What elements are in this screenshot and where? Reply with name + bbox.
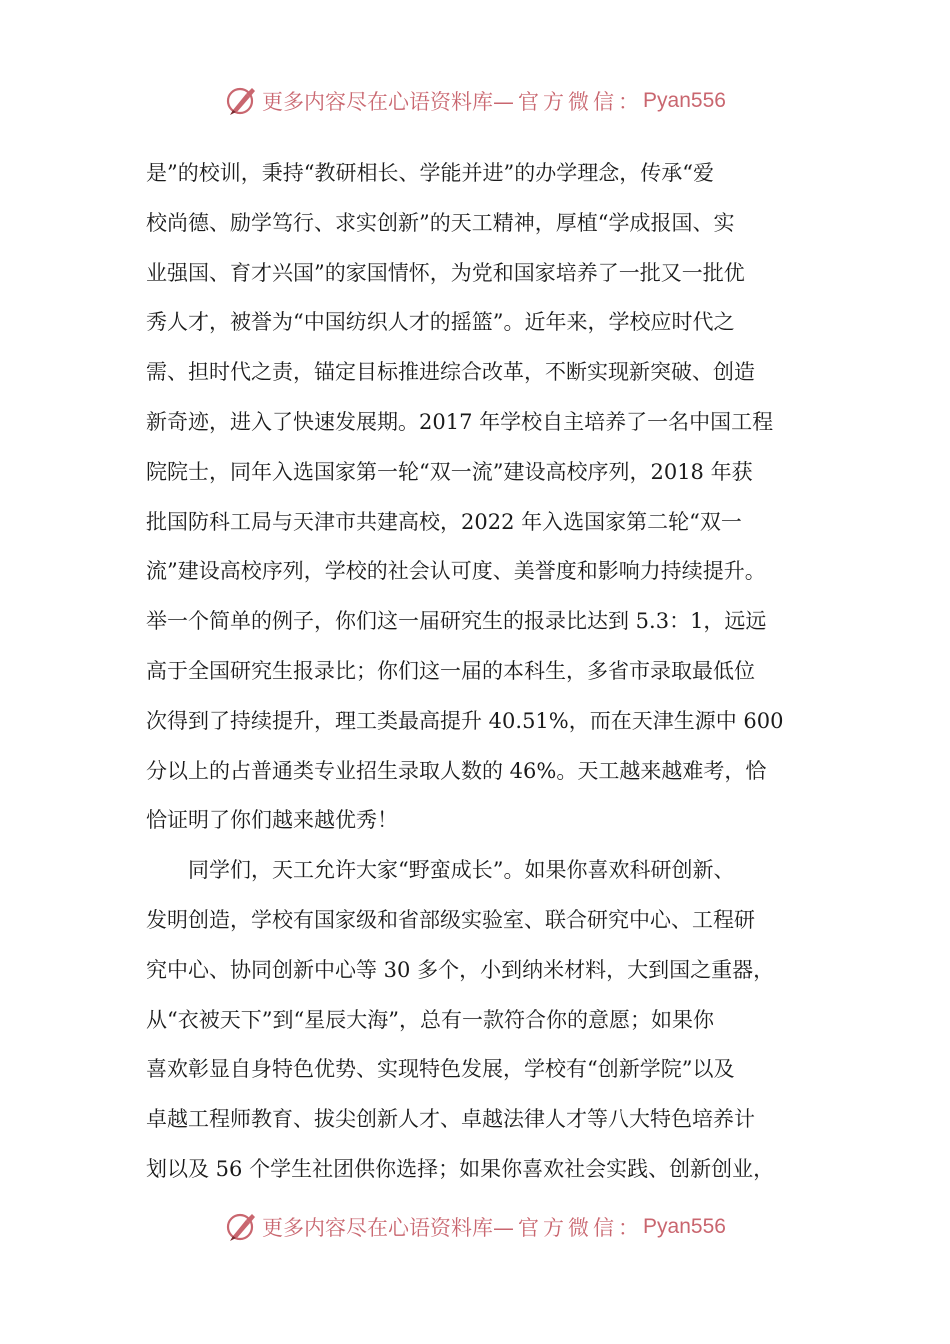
- watermark-separator: —官方微信：: [493, 90, 644, 114]
- text-line: 卓越工程师教育、拔尖创新人才、卓越法律人才等八大特色培养计: [146, 1107, 755, 1132]
- text-line: 是”的校训，秉持“教研相长、学能并进”的办学理念，传承“爱: [146, 161, 714, 185]
- text-line: 高于全国研究生报录比；你们这一届的本科生，多省市录取最低位: [146, 658, 755, 683]
- text-line: 秀人才，被誉为“中国纺织人才的摇篮”。近年来，学校应时代之: [146, 310, 735, 335]
- text-line: 从“衣被天下”到“星辰大海”，总有一款符合你的意愿；如果你: [146, 1007, 714, 1032]
- text-line: 喜欢彰显自身特色优势、实现特色发展，学校有“创新学院”以及: [146, 1057, 735, 1082]
- text-line: 新奇迹，进入了快速发展期。2017 年学校自主培养了一名中国工程: [146, 409, 774, 434]
- watermark-wechat-id: Pyan556: [643, 89, 726, 112]
- text-line: 同学们，天工允许大家“野蛮成长”。如果你喜欢科研创新、: [146, 858, 735, 883]
- text-line: 院院士，同年入选国家第一轮“双一流”建设高校序列，2018 年获: [146, 459, 753, 484]
- text-line: 校尚德、励学笃行、求实创新”的天工精神，厚植“学成报国、实: [146, 210, 735, 235]
- watermark-wechat-id: Pyan556: [643, 1215, 726, 1238]
- text-line: 举一个简单的例子，你们这一届研究生的报录比达到 5.3：1，远远: [146, 609, 767, 634]
- text-line: 需、担时代之责，锚定目标推进综合改革，不断实现新突破、创造: [146, 360, 755, 385]
- text-line: 流”建设高校序列，学校的社会认可度、美誉度和影响力持续提升。: [146, 559, 766, 584]
- text-line: 究中心、协同创新中心等 30 多个，小到纳米材料，大到国之重器，: [146, 957, 775, 982]
- watermark-separator: —官方微信：: [493, 1216, 644, 1240]
- footer-watermark: [0, 1210, 950, 1244]
- text-line: 分以上的占普通类专业招生录取人数的 46%。天工越来越难考，恰: [146, 758, 767, 783]
- text-line: 业强国、育才兴国”的家国情怀，为党和国家培养了一批又一批优: [146, 260, 745, 285]
- text-line: 发明创造，学校有国家级和省部级实验室、联合研究中心、工程研: [146, 907, 755, 932]
- text-line: 划以及 56 个学生社团供你选择；如果你喜欢社会实践、创新创业，: [146, 1156, 775, 1181]
- text-line: 批国防科工局与天津市共建高校，2022 年入选国家第二轮“双一: [146, 509, 742, 534]
- text-line: 次得到了持续提升，理工类最高提升 40.51%，而在天津生源中 600: [146, 708, 784, 733]
- watermark-brand: 更多内容尽在心语资料库: [262, 90, 494, 114]
- header-watermark: [0, 84, 950, 118]
- text-line: 恰证明了你们越来越优秀！: [146, 808, 398, 833]
- pen-nib-logo-icon: [224, 84, 258, 118]
- watermark-brand: 更多内容尽在心语资料库: [262, 1216, 494, 1240]
- document-body: [146, 149, 808, 1195]
- pen-nib-logo-icon: [224, 1210, 258, 1244]
